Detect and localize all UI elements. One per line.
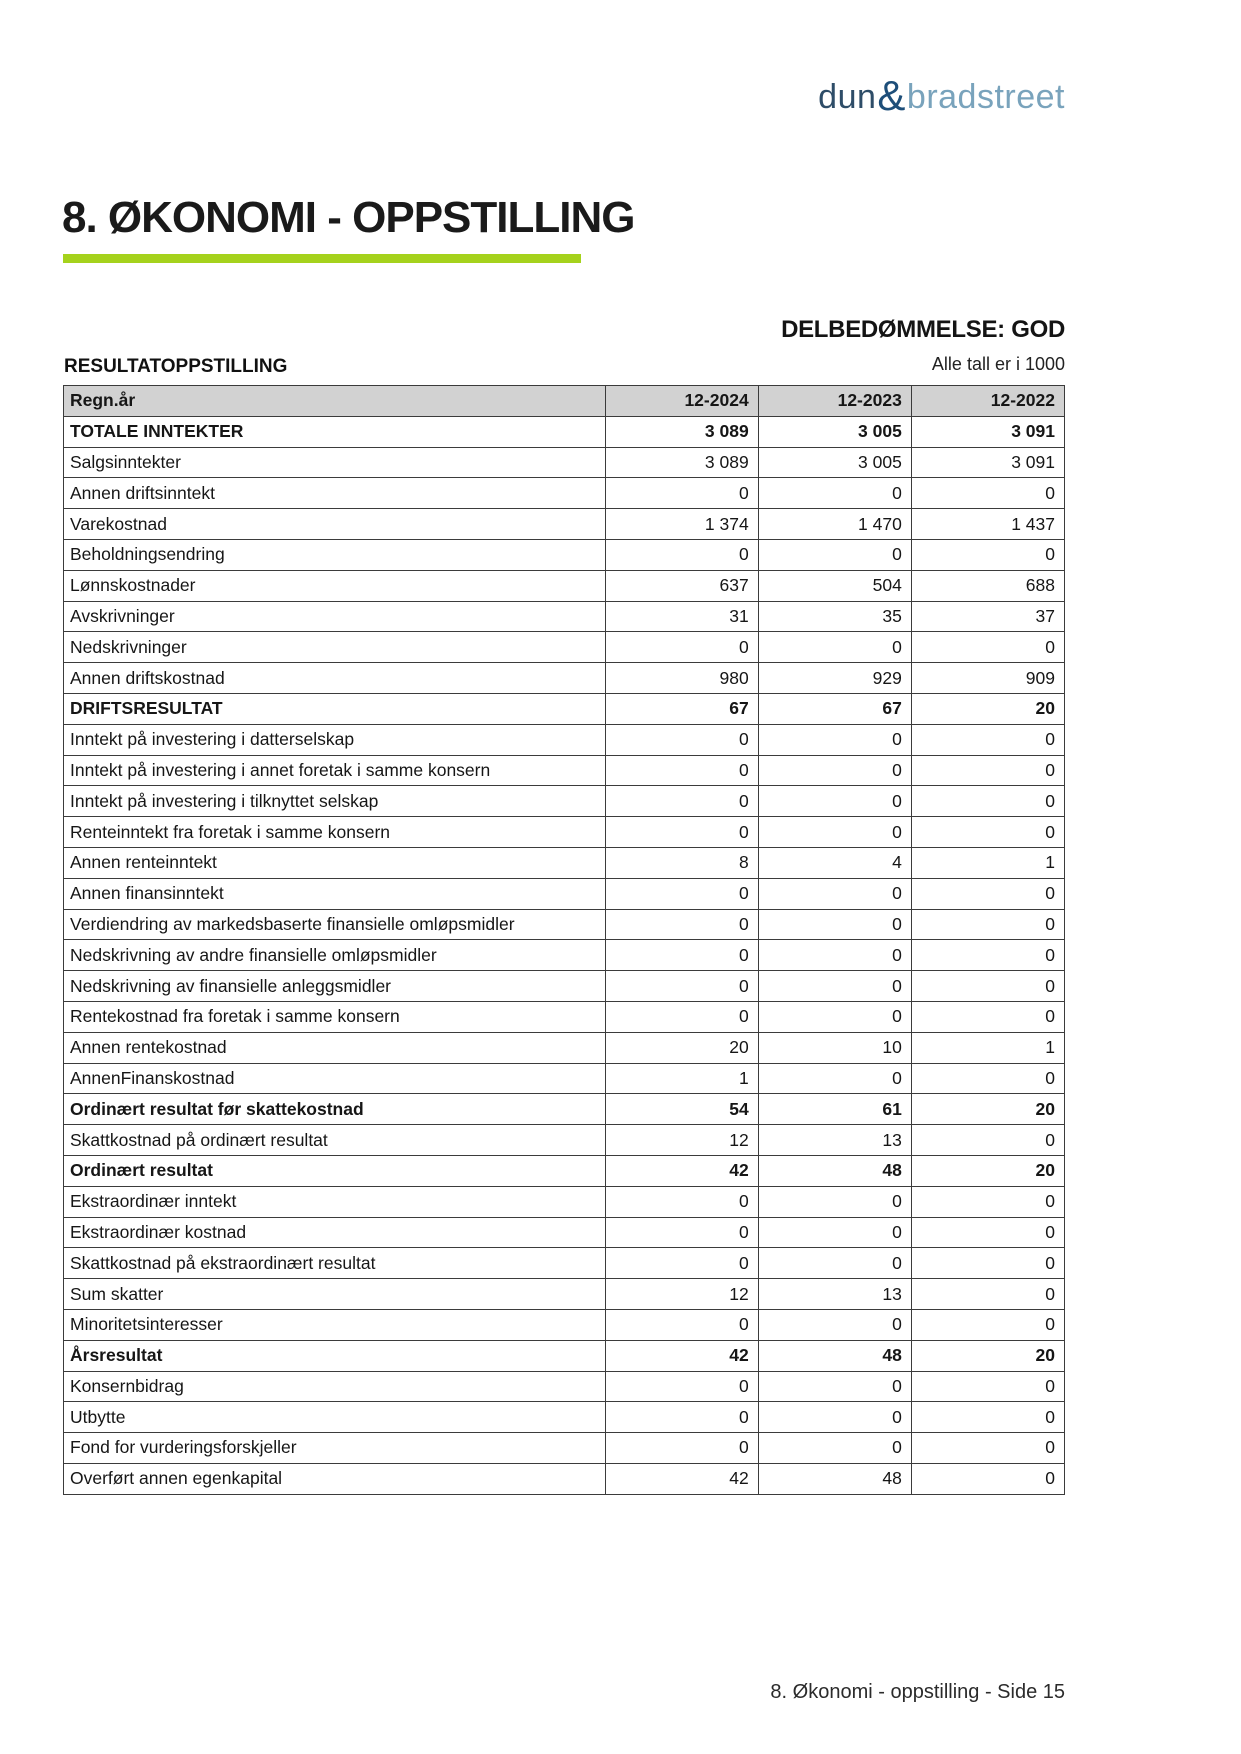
row-value: 12 bbox=[605, 1279, 758, 1310]
row-value: 0 bbox=[911, 1217, 1064, 1248]
row-value: 0 bbox=[758, 971, 911, 1002]
row-label: Annen driftskostnad bbox=[64, 663, 606, 694]
row-value: 0 bbox=[911, 1125, 1064, 1156]
row-value: 3 005 bbox=[758, 416, 911, 447]
row-value: 0 bbox=[911, 724, 1064, 755]
row-label: Annen rentekostnad bbox=[64, 1032, 606, 1063]
row-value: 0 bbox=[605, 724, 758, 755]
row-value: 0 bbox=[758, 478, 911, 509]
row-value: 909 bbox=[911, 663, 1064, 694]
row-label: AnnenFinanskostnad bbox=[64, 1063, 606, 1094]
table-row bbox=[64, 539, 1065, 570]
table-row bbox=[64, 755, 1065, 786]
row-value: 0 bbox=[605, 632, 758, 663]
row-value: 980 bbox=[605, 663, 758, 694]
table-row bbox=[64, 1186, 1065, 1217]
row-label: Skattkostnad på ordinært resultat bbox=[64, 1125, 606, 1156]
table-row bbox=[64, 1063, 1065, 1094]
table-row bbox=[64, 847, 1065, 878]
row-value: 0 bbox=[605, 1402, 758, 1433]
row-value: 0 bbox=[758, 1402, 911, 1433]
table-row bbox=[64, 416, 1065, 447]
row-value: 0 bbox=[911, 940, 1064, 971]
row-value: 0 bbox=[911, 1248, 1064, 1279]
results-table bbox=[63, 385, 1065, 1495]
table-row bbox=[64, 817, 1065, 848]
row-label: Avskrivninger bbox=[64, 601, 606, 632]
row-value: 48 bbox=[758, 1340, 911, 1371]
dun-and-bradstreet-logo bbox=[818, 70, 1065, 118]
row-value: 0 bbox=[605, 909, 758, 940]
row-value: 0 bbox=[911, 1186, 1064, 1217]
row-label: Annen renteinntekt bbox=[64, 847, 606, 878]
row-value: 0 bbox=[911, 478, 1064, 509]
row-value: 31 bbox=[605, 601, 758, 632]
row-value: 0 bbox=[605, 1248, 758, 1279]
table-row bbox=[64, 1001, 1065, 1032]
row-label: Salgsinntekter bbox=[64, 447, 606, 478]
row-value: 37 bbox=[911, 601, 1064, 632]
row-value: 48 bbox=[758, 1155, 911, 1186]
row-value: 3 091 bbox=[911, 447, 1064, 478]
row-value: 0 bbox=[911, 909, 1064, 940]
table-row bbox=[64, 632, 1065, 663]
table-header-row bbox=[64, 386, 1065, 417]
row-value: 0 bbox=[605, 1001, 758, 1032]
row-value: 0 bbox=[605, 786, 758, 817]
table-row bbox=[64, 478, 1065, 509]
table-row bbox=[64, 909, 1065, 940]
row-value: 929 bbox=[758, 663, 911, 694]
row-value: 1 470 bbox=[758, 509, 911, 540]
table-row bbox=[64, 663, 1065, 694]
table-row bbox=[64, 570, 1065, 601]
table-row bbox=[64, 447, 1065, 478]
row-value: 1 437 bbox=[911, 509, 1064, 540]
row-value: 61 bbox=[758, 1094, 911, 1125]
row-label: Nedskrivning av finansielle anleggsmidler bbox=[64, 971, 606, 1002]
table-row bbox=[64, 1309, 1065, 1340]
table-row bbox=[64, 1279, 1065, 1310]
row-value: 0 bbox=[758, 878, 911, 909]
row-value: 20 bbox=[911, 1340, 1064, 1371]
row-label: Utbytte bbox=[64, 1402, 606, 1433]
row-value: 0 bbox=[911, 1001, 1064, 1032]
row-value: 0 bbox=[605, 971, 758, 1002]
row-value: 0 bbox=[605, 1433, 758, 1464]
row-value: 0 bbox=[758, 755, 911, 786]
table-row bbox=[64, 693, 1065, 724]
column-header-2022: 12-2022 bbox=[911, 386, 1064, 417]
row-value: 0 bbox=[758, 724, 911, 755]
table-row bbox=[64, 1433, 1065, 1464]
row-value: 1 bbox=[605, 1063, 758, 1094]
table-row bbox=[64, 1248, 1065, 1279]
row-value: 0 bbox=[911, 1402, 1064, 1433]
row-value: 0 bbox=[911, 878, 1064, 909]
row-value: 0 bbox=[911, 817, 1064, 848]
row-value: 13 bbox=[758, 1279, 911, 1310]
row-value: 35 bbox=[758, 601, 911, 632]
row-value: 0 bbox=[605, 1217, 758, 1248]
row-value: 0 bbox=[758, 1433, 911, 1464]
row-value: 0 bbox=[758, 1217, 911, 1248]
table-row bbox=[64, 1094, 1065, 1125]
row-value: 504 bbox=[758, 570, 911, 601]
row-value: 0 bbox=[758, 1186, 911, 1217]
row-value: 12 bbox=[605, 1125, 758, 1156]
table-row bbox=[64, 1032, 1065, 1063]
row-value: 0 bbox=[605, 878, 758, 909]
ampersand-icon: & bbox=[877, 72, 906, 119]
row-value: 0 bbox=[911, 786, 1064, 817]
table-row bbox=[64, 1155, 1065, 1186]
row-value: 0 bbox=[758, 1309, 911, 1340]
row-value: 20 bbox=[605, 1032, 758, 1063]
row-value: 3 089 bbox=[605, 447, 758, 478]
row-value: 0 bbox=[758, 1001, 911, 1032]
column-header-2023: 12-2023 bbox=[758, 386, 911, 417]
row-value: 10 bbox=[758, 1032, 911, 1063]
row-label: Overført annen egenkapital bbox=[64, 1463, 606, 1494]
row-label: Årsresultat bbox=[64, 1340, 606, 1371]
row-value: 0 bbox=[605, 1371, 758, 1402]
row-value: 0 bbox=[605, 817, 758, 848]
row-label: Sum skatter bbox=[64, 1279, 606, 1310]
row-label: Inntekt på investering i tilknyttet selskap bbox=[64, 786, 606, 817]
row-value: 42 bbox=[605, 1340, 758, 1371]
table-row bbox=[64, 724, 1065, 755]
section-title: RESULTATOPPSTILLING bbox=[64, 356, 288, 377]
row-value: 0 bbox=[911, 632, 1064, 663]
row-value: 0 bbox=[758, 1371, 911, 1402]
table-row bbox=[64, 1125, 1065, 1156]
table-row bbox=[64, 1463, 1065, 1494]
table-row bbox=[64, 1371, 1065, 1402]
row-value: 0 bbox=[758, 817, 911, 848]
row-value: 688 bbox=[911, 570, 1064, 601]
row-label: Renteinntekt fra foretak i samme konsern bbox=[64, 817, 606, 848]
row-value: 3 005 bbox=[758, 447, 911, 478]
row-value: 42 bbox=[605, 1155, 758, 1186]
row-value: 67 bbox=[605, 693, 758, 724]
row-value: 0 bbox=[911, 1371, 1064, 1402]
table-row bbox=[64, 878, 1065, 909]
row-value: 20 bbox=[911, 1155, 1064, 1186]
table-row bbox=[64, 601, 1065, 632]
row-value: 0 bbox=[911, 1279, 1064, 1310]
row-value: 8 bbox=[605, 847, 758, 878]
row-value: 20 bbox=[911, 693, 1064, 724]
row-value: 0 bbox=[605, 539, 758, 570]
row-value: 0 bbox=[911, 1433, 1064, 1464]
row-label: Minoritetsinteresser bbox=[64, 1309, 606, 1340]
row-value: 1 bbox=[911, 847, 1064, 878]
row-label: DRIFTSRESULTAT bbox=[64, 693, 606, 724]
row-value: 637 bbox=[605, 570, 758, 601]
footer-page-label: 8. Økonomi - oppstilling - Side 15 bbox=[770, 1681, 1065, 1703]
row-value: 0 bbox=[605, 478, 758, 509]
column-header-regnaar: Regn.år bbox=[64, 386, 606, 417]
row-value: 3 091 bbox=[911, 416, 1064, 447]
row-value: 0 bbox=[911, 971, 1064, 1002]
row-value: 0 bbox=[911, 755, 1064, 786]
row-label: Lønnskostnader bbox=[64, 570, 606, 601]
row-label: Ordinært resultat før skattekostnad bbox=[64, 1094, 606, 1125]
assessment-text: DELBEDØMMELSE: GOD bbox=[781, 316, 1065, 343]
row-label: Ordinært resultat bbox=[64, 1155, 606, 1186]
table-row bbox=[64, 940, 1065, 971]
row-label: Fond for vurderingsforskjeller bbox=[64, 1433, 606, 1464]
row-value: 3 089 bbox=[605, 416, 758, 447]
row-value: 0 bbox=[605, 940, 758, 971]
logo-dun-text: dun bbox=[818, 78, 877, 116]
table-row bbox=[64, 971, 1065, 1002]
row-label: Beholdningsendring bbox=[64, 539, 606, 570]
table-row bbox=[64, 509, 1065, 540]
row-label: Inntekt på investering i annet foretak i samme konsern bbox=[64, 755, 606, 786]
row-value: 4 bbox=[758, 847, 911, 878]
table-row bbox=[64, 1217, 1065, 1248]
row-value: 0 bbox=[605, 1309, 758, 1340]
row-value: 48 bbox=[758, 1463, 911, 1494]
row-value: 0 bbox=[911, 1309, 1064, 1340]
table-row bbox=[64, 1340, 1065, 1371]
table-row bbox=[64, 1402, 1065, 1433]
results-table-body bbox=[64, 416, 1065, 1494]
row-value: 0 bbox=[758, 940, 911, 971]
units-note: Alle tall er i 1000 bbox=[931, 354, 1065, 374]
row-label: Skattkostnad på ekstraordinært resultat bbox=[64, 1248, 606, 1279]
row-value: 0 bbox=[758, 632, 911, 663]
column-header-2024: 12-2024 bbox=[605, 386, 758, 417]
page-title: 8. ØKONOMI - OPPSTILLING bbox=[62, 193, 635, 243]
row-value: 0 bbox=[758, 1248, 911, 1279]
row-value: 42 bbox=[605, 1463, 758, 1494]
row-label: TOTALE INNTEKTER bbox=[64, 416, 606, 447]
row-value: 0 bbox=[758, 909, 911, 940]
row-label: Ekstraordinær inntekt bbox=[64, 1186, 606, 1217]
row-label: Rentekostnad fra foretak i samme konsern bbox=[64, 1001, 606, 1032]
row-value: 0 bbox=[758, 539, 911, 570]
row-label: Inntekt på investering i datterselskap bbox=[64, 724, 606, 755]
row-value: 0 bbox=[605, 1186, 758, 1217]
row-label: Nedskrivninger bbox=[64, 632, 606, 663]
table-row bbox=[64, 786, 1065, 817]
row-value: 20 bbox=[911, 1094, 1064, 1125]
row-value: 0 bbox=[758, 786, 911, 817]
row-value: 67 bbox=[758, 693, 911, 724]
row-value: 0 bbox=[911, 1063, 1064, 1094]
row-value: 1 374 bbox=[605, 509, 758, 540]
row-label: Varekostnad bbox=[64, 509, 606, 540]
row-label: Konsernbidrag bbox=[64, 1371, 606, 1402]
title-accent-rule bbox=[63, 254, 581, 263]
row-label: Annen driftsinntekt bbox=[64, 478, 606, 509]
row-value: 0 bbox=[605, 755, 758, 786]
row-value: 0 bbox=[911, 539, 1064, 570]
row-label: Annen finansinntekt bbox=[64, 878, 606, 909]
row-value: 0 bbox=[758, 1063, 911, 1094]
row-value: 0 bbox=[911, 1463, 1064, 1494]
row-label: Verdiendring av markedsbaserte finansielle omløpsmidler bbox=[64, 909, 606, 940]
row-value: 1 bbox=[911, 1032, 1064, 1063]
row-label: Ekstraordinær kostnad bbox=[64, 1217, 606, 1248]
logo-bradstreet-text: bradstreet bbox=[906, 78, 1065, 116]
row-value: 13 bbox=[758, 1125, 911, 1156]
row-label: Nedskrivning av andre finansielle omløpsmidler bbox=[64, 940, 606, 971]
row-value: 54 bbox=[605, 1094, 758, 1125]
